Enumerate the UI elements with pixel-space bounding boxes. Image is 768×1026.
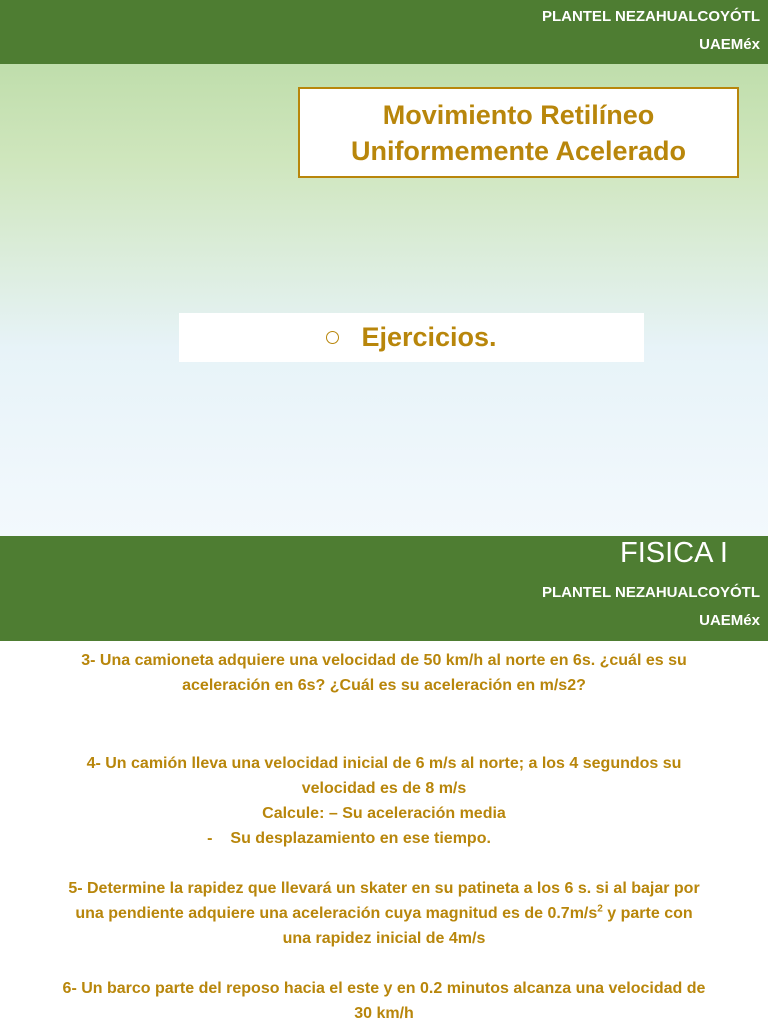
problem-4-line-1: 4- Un camión lleva una velocidad inicial de 6 m/s al norte; a los 4 segundos su [86, 755, 682, 772]
problem-5-line-2-pre: una pendiente adquiere una aceleración cuya magnitud es de 0.7m/s [75, 905, 598, 922]
problem-5-line-2 [0, 901, 768, 926]
problem-4 [0, 751, 768, 851]
header-school-name: PLANTEL NEZAHUALCOYÓTL [541, 8, 760, 25]
problem-3-line-1: 3- Una camioneta adquiere una velocidad de 50 km/h al norte en 6s. ¿cuál es su [81, 652, 687, 669]
header-school-name-2: PLANTEL NEZAHUALCOYÓTL [541, 584, 760, 601]
problem-6-line-1: 6- Un barco parte del reposo hacia el este y en 0.2 minutos alcanza una velocidad de [62, 980, 706, 997]
header-bar-top [0, 0, 768, 64]
problem-5-line-2-post: y parte con [602, 905, 693, 922]
problem-6 [0, 976, 768, 1026]
dash-bullet: - [207, 830, 213, 847]
header-university-2: UAEMéx [699, 612, 760, 629]
problem-4-line-4 [0, 826, 768, 851]
exercises-bullet-box [179, 313, 644, 362]
slide-title-box [298, 87, 739, 178]
slide-title-line-2: Uniformemente Acelerado [350, 135, 687, 166]
problems-content [0, 641, 768, 1024]
exercises-label: Ejercicios. [361, 322, 497, 352]
problem-4-line-4-text: Su desplazamiento en ese tiempo. [230, 830, 491, 847]
problem-4-line-3: Calcule: – Su aceleración media [262, 805, 506, 822]
circle-bullet-icon [326, 331, 339, 344]
problem-3 [0, 648, 768, 698]
problem-5 [0, 876, 768, 951]
problem-5-line-1: 5- Determine la rapidez que llevará un skater en su patineta a los 6 s. si al bajar por [68, 880, 700, 897]
course-title: FISICA I [620, 537, 728, 569]
problem-5-line-3: una rapidez inicial de 4m/s [282, 930, 486, 947]
slide-title-line-1: Movimiento Retilíneo [382, 99, 655, 130]
header-university: UAEMéx [699, 36, 760, 53]
problem-6-line-2: 30 km/h [354, 1005, 414, 1022]
problem-3-line-2: aceleración en 6s? ¿Cuál es su aceleración en m/s2? [182, 677, 586, 694]
problem-4-line-2: velocidad es de 8 m/s [301, 780, 467, 797]
superscript-2: 2 [597, 903, 603, 915]
